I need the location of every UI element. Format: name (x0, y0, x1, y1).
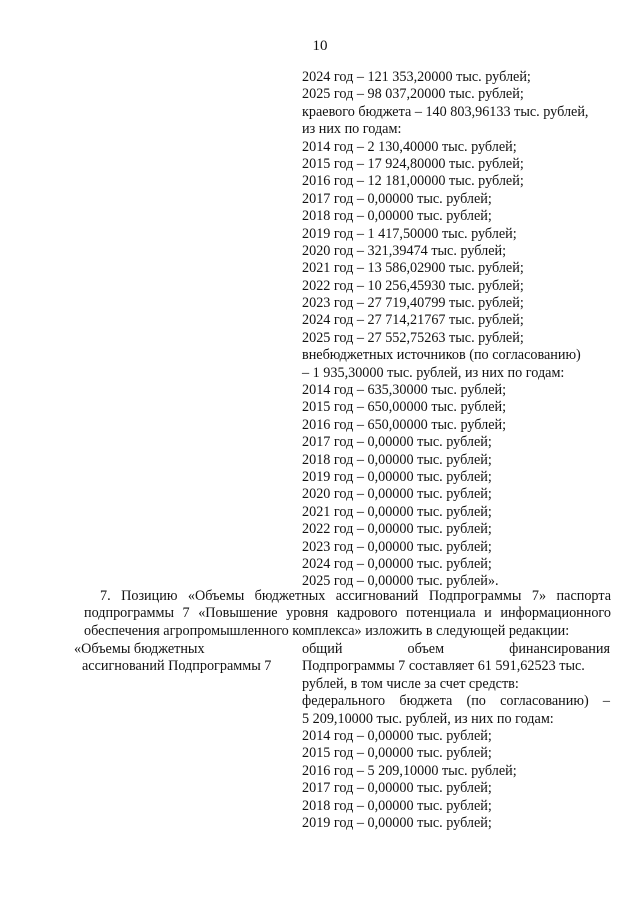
text-line: 2022 год – 10 256,45930 тыс. рублей; (302, 277, 524, 294)
text-line: 2025 год – 0,00000 тыс. рублей». (302, 573, 499, 590)
label-line: ассигнований Подпрограммы 7 (82, 658, 272, 675)
funding-lines-top (302, 69, 610, 591)
value-line: 2015 год – 0,00000 тыс. рублей; (302, 745, 492, 762)
text-line: внебюджетных источников (по согласованию) (302, 347, 581, 364)
text-line: 2016 год – 650,00000 тыс. рублей; (302, 416, 507, 433)
text-line: 2018 год – 0,00000 тыс. рублей; (302, 451, 492, 468)
passport-row-value (302, 641, 610, 832)
text-line: 2024 год – 0,00000 тыс. рублей; (302, 555, 492, 572)
value-line: рублей, в том числе за счет средств: (302, 675, 519, 692)
page-number: 10 (312, 38, 328, 54)
value-line: 2018 год – 0,00000 тыс. рублей; (302, 797, 492, 814)
text-line: 2018 год – 0,00000 тыс. рублей; (302, 208, 492, 225)
text-line: 2016 год – 12 181,00000 тыс. рублей; (302, 173, 524, 190)
text-line: 2025 год – 27 552,75263 тыс. рублей; (302, 329, 524, 346)
value-line: Подпрограммы 7 составляет 61 591,62523 тыс. (302, 658, 585, 675)
paragraph-line: 7. Позицию «Объемы бюджетных ассигнований Подпрограммы 7» паспорта (100, 588, 611, 604)
text-line: 2019 год – 0,00000 тыс. рублей; (302, 468, 492, 485)
value-line: 5 209,10000 тыс. рублей, из них по годам: (302, 710, 554, 727)
value-line: общий объем финансирования (302, 641, 610, 657)
paragraph-line: подпрограммы 7 «Повышение уровня кадрового потенциала и информационного (84, 605, 611, 622)
label-line: «Объемы бюджетных (74, 641, 205, 657)
passport-row-label (74, 641, 284, 676)
text-line: 2019 год – 1 417,50000 тыс. рублей; (302, 225, 517, 242)
text-line: 2025 год – 98 037,20000 тыс. рублей; (302, 86, 524, 103)
value-line: 2017 год – 0,00000 тыс. рублей; (302, 780, 492, 797)
text-line: 2015 год – 17 924,80000 тыс. рублей; (302, 155, 524, 172)
text-line: – 1 935,30000 тыс. рублей, из них по годам: (302, 364, 565, 381)
text-line: 2020 год – 0,00000 тыс. рублей; (302, 486, 492, 503)
value-line: федерального бюджета (по согласованию) – (302, 693, 610, 710)
value-line: 2014 год – 0,00000 тыс. рублей; (302, 727, 492, 744)
text-line: 2015 год – 650,00000 тыс. рублей; (302, 399, 507, 416)
value-line: 2016 год – 5 209,10000 тыс. рублей; (302, 762, 517, 779)
text-line: 2024 год – 27 714,21767 тыс. рублей; (302, 312, 524, 329)
amendment-paragraph (84, 588, 611, 640)
text-line: 2020 год – 321,39474 тыс. рублей; (302, 242, 507, 259)
text-line: 2023 год – 0,00000 тыс. рублей; (302, 538, 492, 555)
paragraph-line: обеспечения агропромышленного комплекса» изложить в следующей редакции: (84, 622, 570, 639)
text-line: 2023 год – 27 719,40799 тыс. рублей; (302, 295, 524, 312)
text-line: 2022 год – 0,00000 тыс. рублей; (302, 521, 492, 538)
text-line: 2021 год – 0,00000 тыс. рублей; (302, 503, 492, 520)
text-line: 2024 год – 121 353,20000 тыс. рублей; (302, 69, 531, 85)
text-line: 2014 год – 2 130,40000 тыс. рублей; (302, 138, 517, 155)
text-line: краевого бюджета – 140 803,96133 тыс. рублей, (302, 103, 589, 120)
text-line: 2014 год – 635,30000 тыс. рублей; (302, 382, 507, 399)
value-line: 2019 год – 0,00000 тыс. рублей; (302, 814, 492, 831)
text-line: из них по годам: (302, 121, 402, 138)
text-line: 2017 год – 0,00000 тыс. рублей; (302, 434, 492, 451)
text-line: 2021 год – 13 586,02900 тыс. рублей; (302, 260, 524, 277)
text-line: 2017 год – 0,00000 тыс. рублей; (302, 190, 492, 207)
